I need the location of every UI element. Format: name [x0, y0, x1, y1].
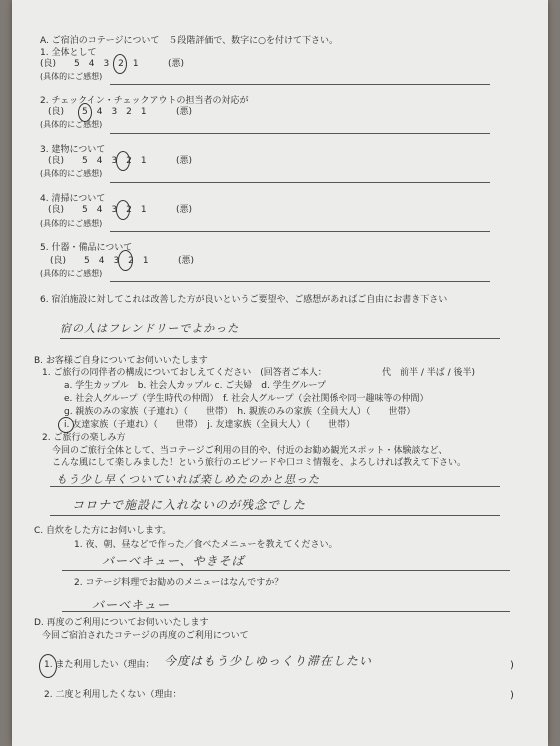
- a1-label: 1. 全体として: [40, 48, 97, 58]
- c1-answer-line: [62, 570, 510, 571]
- a4-comment-line: [110, 231, 490, 232]
- a4-answer-circle: [116, 200, 130, 220]
- a5-comment-label: (具体的にご感想): [40, 269, 103, 278]
- a3-bad: (悪): [176, 156, 193, 166]
- a4-comment-label: (具体的にご感想): [40, 219, 103, 228]
- section-c-title: C. 自炊をした方にお伺いします。: [34, 526, 172, 536]
- a3-comment-line: [110, 182, 490, 183]
- b2-answer-line-2: [50, 515, 500, 516]
- a4-label: 4. 清掃について: [40, 194, 106, 204]
- c2-answer-line: [62, 611, 510, 612]
- a1-answer-circle: [113, 54, 127, 74]
- a3-answer-circle: [116, 151, 130, 171]
- a5-good: (良): [50, 256, 67, 266]
- a1-scale: 5 4 3 2 1: [74, 59, 139, 69]
- a2-scale: 5 4 3 2 1: [82, 107, 147, 117]
- a5-label: 5. 什器・備品について: [40, 243, 133, 253]
- c1-handwritten-answer: バーベキュー、やきそば: [102, 554, 245, 568]
- a6-handwritten-answer: 宿の人はフレンドリーでよかった: [60, 322, 240, 335]
- b1-option-row-2: e. 社会人グループ（学生時代の仲間） f. 社会人グループ（会社関係や同一趣味等の仲間）: [64, 394, 429, 404]
- d2-option: 2. 二度と利用したくない（理由：: [44, 690, 182, 700]
- a4-bad: (悪): [176, 205, 193, 215]
- c2-question: 2. コテージ料理でお勧めのメニューはなんですか？: [74, 578, 284, 588]
- b1-option-row-4: i. 友達家族（子連れ）（ 世帯） j. 友達家族（全員大人）（ 世帯）: [64, 420, 355, 430]
- b2-text-2: こんな風にして楽しみました！という旅行のエピソードや口コミ情報を、よろしければ教えて下さい。: [52, 458, 467, 468]
- a3-good: (良): [48, 156, 65, 166]
- a2-bad: (悪): [176, 107, 193, 117]
- a1-bad: (悪): [168, 59, 185, 69]
- a2-comment-line: [110, 133, 490, 134]
- section-b-title: B. お客様ご自身についてお伺いいたします: [34, 356, 208, 366]
- d1-answer-circle: [39, 654, 57, 678]
- a5-scale: 5 4 3 2 1: [84, 256, 149, 266]
- section-a-title: A. ご宿泊のコテージについて ５段階評価で、数字に○を付けて下さい。: [40, 36, 339, 46]
- a1-comment-label: (具体的にご感想): [40, 72, 103, 81]
- survey-sheet: [12, 0, 548, 746]
- d1-close-paren: ): [510, 660, 514, 671]
- a1-good: (良): [40, 59, 57, 69]
- b1-question: 1. ご旅行の同伴者の構成についておしえてください (回答者ご本人：: [42, 368, 327, 378]
- a3-label: 3. 建物について: [40, 145, 106, 155]
- c2-handwritten-answer: バーベキュー: [92, 598, 171, 612]
- a6-question: 6. 宿泊施設に対してこれは改善した方が良いというご要望や、ご感想があればご自由にお書き下さい: [40, 295, 448, 305]
- section-d-title: D. 再度のご利用についてお伺いいたします: [34, 618, 209, 628]
- b2-text-1: 今回のご旅行全体として、当コテージご利用の目的や、付近のお勧め観光スポット・体験談など、: [52, 446, 448, 456]
- b2-question: 2. ご旅行の楽しみ方: [42, 433, 126, 443]
- d2-close-paren: ): [510, 690, 514, 701]
- b1-age: 代 前半 / 半ば / 後半): [382, 368, 476, 378]
- a2-comment-label: (具体的にご感想): [40, 120, 103, 129]
- b2-handwritten-answer-2: コロナで施設に入れないのが残念でした: [72, 498, 307, 512]
- c1-question: 1. 夜、朝、昼などで作った／食べたメニューを教えてください。: [74, 540, 338, 550]
- a2-good: (良): [48, 107, 65, 117]
- b2-handwritten-answer-1: もう少し早くついていれば楽しめたのかと思った: [56, 473, 320, 486]
- a6-answer-line: [60, 338, 500, 339]
- a4-good: (良): [48, 205, 65, 215]
- b2-answer-line-1: [50, 486, 500, 487]
- a1-comment-line: [110, 84, 490, 85]
- d1-handwritten-answer: 今度はもう少しゆっくり滞在したい: [164, 654, 372, 668]
- a3-scale: 5 4 3 2 1: [82, 156, 147, 166]
- d1-option: 1. また利用したい（理由：: [44, 660, 155, 670]
- a2-label: 2. チェックイン・チェックアウトの担当者の対応が: [40, 96, 249, 106]
- a5-answer-circle: [118, 250, 133, 271]
- section-d-subtitle: 今回ご宿泊されたコテージの再度のご利用について: [42, 631, 249, 641]
- a3-comment-label: (具体的にご感想): [40, 169, 103, 178]
- a4-scale: 5 4 3 2 1: [82, 205, 147, 215]
- a5-comment-line: [110, 281, 490, 282]
- a5-bad: (悪): [178, 256, 195, 266]
- b1-answer-circle: [58, 417, 74, 433]
- b1-option-row-3: g. 親族のみの家族（子連れ）（ 世帯） h. 親族のみの家族（全員大人）（ 世帯）: [64, 407, 416, 417]
- b1-option-row-1: a. 学生カップル b. 社会人カップル c. ご夫婦 d. 学生グループ: [64, 381, 327, 391]
